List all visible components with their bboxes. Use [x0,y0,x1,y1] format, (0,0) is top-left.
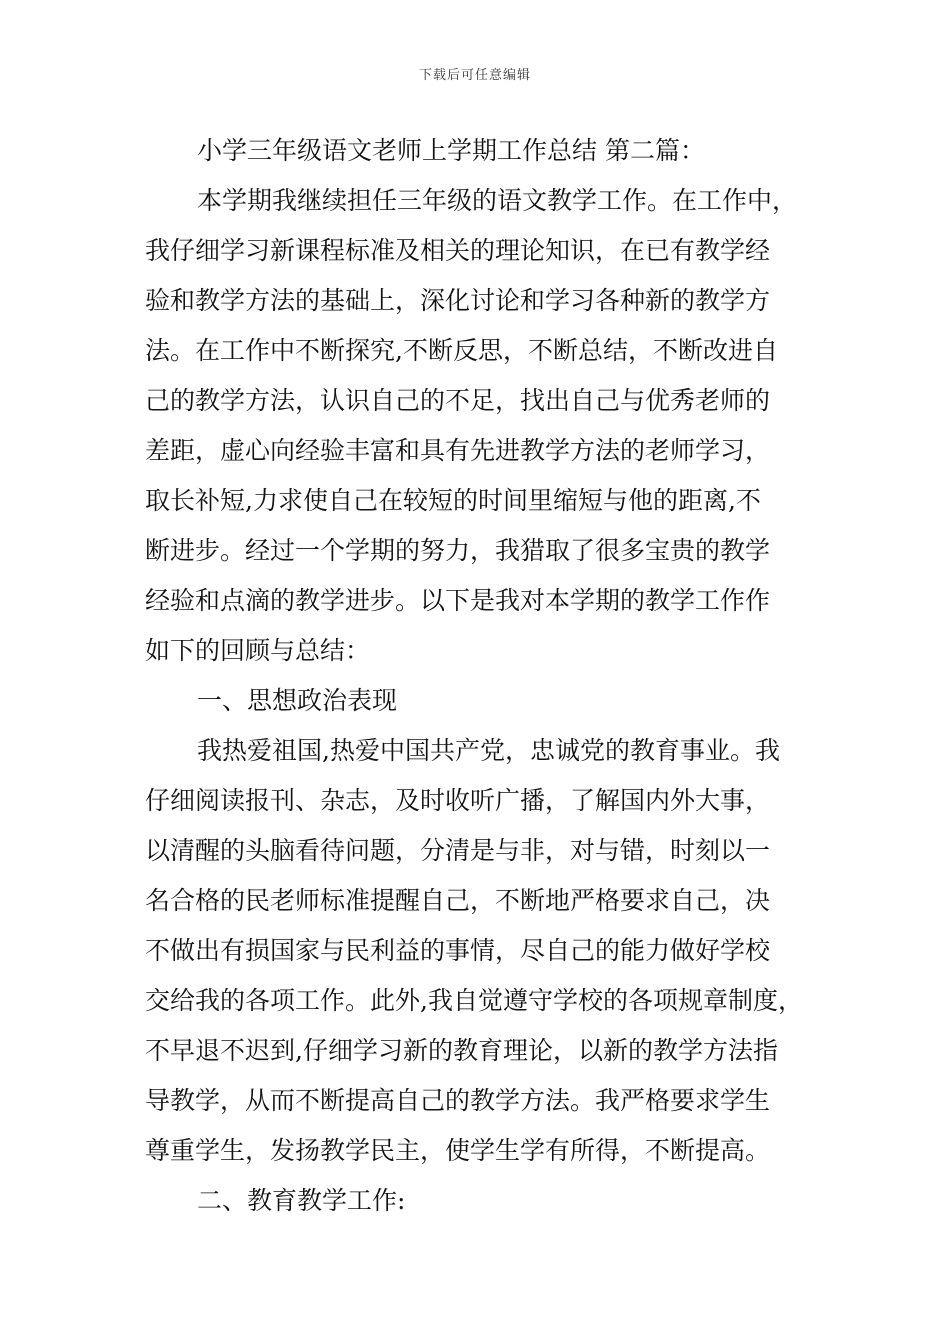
document-title: 小学三年级语文老师上学期工作总结 第二篇： [197,136,705,165]
paragraph-2-line-3: 以清醒的头脑看待问题，分清是与非，对与错，时刻以一 [145,836,771,865]
paragraph-1-line-7: 取长补短,力求使自己在较短的时间里缩短与他的距离,不 [145,486,761,515]
paragraph-2-line-5: 不做出有损国家与民利益的事情，尽自己的能力做好学校 [145,936,771,965]
paragraph-2-line-4: 名合格的民老师标准提醒自己，不断地严格要求自己，决 [145,886,771,915]
paragraph-2-line-6: 交给我的各项工作。此外,我自觉遵守学校的各项规章制度， [145,986,803,1015]
paragraph-1-line-6: 差距，虚心向经验丰富和具有先进教学方法的老师学习， [145,436,771,465]
paragraph-1-line-4: 法。在工作中不断探究,不断反思，不断总结，不断改进自 [145,336,778,365]
paragraph-2-line-2: 仔细阅读报刊、杂志，及时收听广播，了解国内外大事， [145,786,771,815]
paragraph-2-line-9: 尊重学生，发扬教学民主，使学生学有所得，不断提高。 [145,1136,771,1165]
paragraph-1-line-9: 经验和点滴的教学进步。以下是我对本学期的教学工作作 [145,586,771,615]
paragraph-1-line-8: 断进步。经过一个学期的努力，我猎取了很多宝贵的教学 [145,536,771,565]
paragraph-1-line-5: 己的教学方法，认识自己的不足，找出自己与优秀老师的 [145,386,771,415]
header-note: 下载后可任意编辑 [418,68,531,83]
paragraph-2-line-7: 不早退不迟到,仔细学习新的教育理论，以新的教学方法指 [145,1036,778,1065]
paragraph-2-line-8: 导教学，从而不断提高自己的教学方法。我严格要求学生 [145,1086,771,1115]
paragraph-1-line-3: 验和教学方法的基础上，深化讨论和学习各种新的教学方 [145,286,771,315]
section-1-heading: 一、思想政治表现 [197,686,398,715]
paragraph-1-line-2: 我仔细学习新课程标准及相关的理论知识，在已有教学经 [145,236,771,265]
paragraph-2-line-1: 我热爱祖国,热爱中国共产党，忠诚党的教育事业。我 [197,736,780,765]
section-2-heading: 二、教育教学工作: [197,1186,406,1215]
paragraph-1-line-10: 如下的回顾与总结： [145,636,371,665]
paragraph-1-line-1: 本学期我继续担任三年级的语文教学工作。在工作中， [197,186,798,215]
document-body [145,126,810,1226]
